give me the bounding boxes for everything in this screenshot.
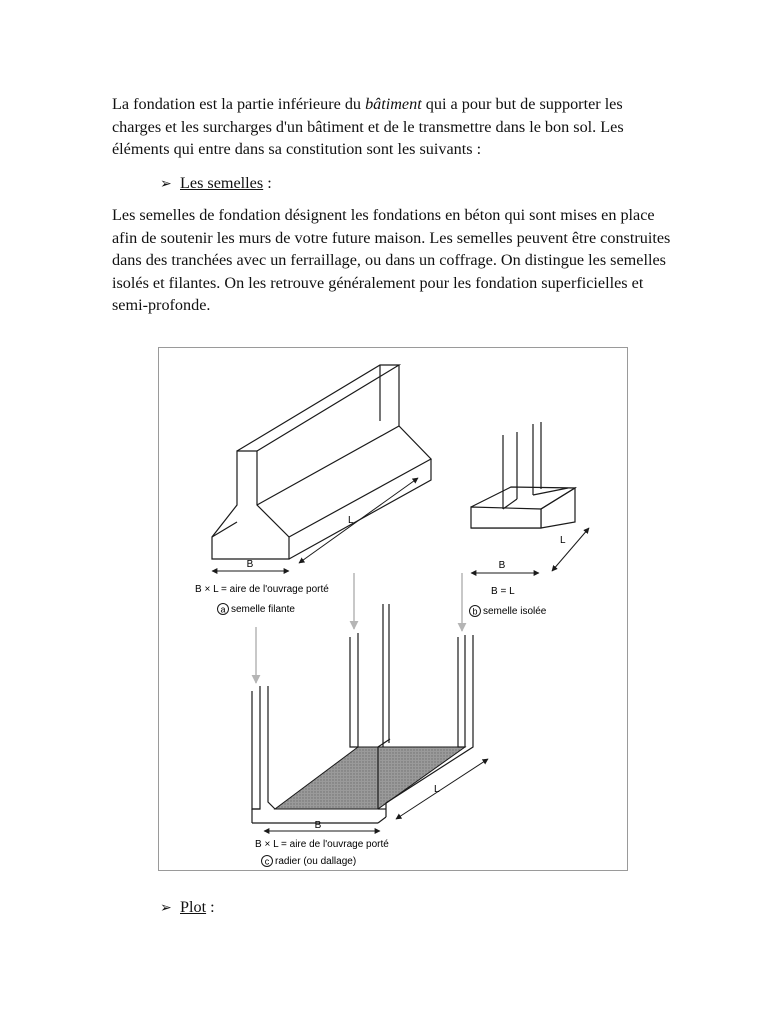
filante-dim-b-label: B: [246, 559, 254, 570]
radier-dim-b-label: B: [314, 820, 322, 831]
filante-formula: B × L = aire de l'ouvrage porté: [195, 584, 329, 595]
bullet-semelles-suffix: :: [263, 174, 272, 192]
bullet-plot-label: Plot: [180, 898, 207, 916]
bullet-plot-suffix: :: [206, 898, 215, 916]
isolee-dim-b-label: B: [498, 560, 506, 571]
radier-badge-letter: c: [264, 856, 270, 867]
arrowhead-bullet-icon: ➢: [160, 176, 172, 192]
isolee-caption: semelle isolée: [483, 606, 547, 617]
semelles-paragraph: Les semelles de fondation désignent les fondations en béton qui sont mises en place afin de soutenir les murs de votre future maison. Les semelles peuvent être construites dans des tranchées avec un ferraillage, ou dans un coffrage. On distingue les semelles isolés et filantes. On les retrouve généralement pour les fondation superficielles et semi-profonde.: [112, 206, 671, 314]
intro-text-end: qui a pour but de supporter les charges et les surcharges d'un bâtiment et de le transmettre dans le bon sol. Les éléments qui entre dans sa constitution sont les suivants :: [112, 95, 624, 158]
filante-caption: semelle filante: [231, 604, 295, 615]
radier-caption: radier (ou dallage): [275, 856, 357, 867]
foundation-figure: [158, 347, 628, 871]
intro-text-start: La fondation est la partie inférieure du: [112, 95, 366, 113]
filante-dim-l-label: L: [348, 515, 354, 526]
isolee-badge-letter: b: [472, 606, 478, 617]
bullet-plot: [160, 896, 215, 919]
bullet-semelles-label: Les semelles: [180, 174, 264, 192]
isolee-formula: B = L: [491, 586, 515, 597]
bullet-semelles: [160, 172, 272, 195]
filante-badge-letter: a: [220, 604, 226, 615]
arrowhead-bullet-icon: ➢: [160, 900, 172, 916]
isolee-dim-l-label: L: [560, 535, 566, 546]
radier-dim-l-label: L: [434, 784, 440, 795]
radier-formula: B × L = aire de l'ouvrage porté: [255, 839, 389, 850]
intro-paragraph: [112, 93, 672, 161]
intro-emphasis: bâtiment: [365, 95, 422, 113]
